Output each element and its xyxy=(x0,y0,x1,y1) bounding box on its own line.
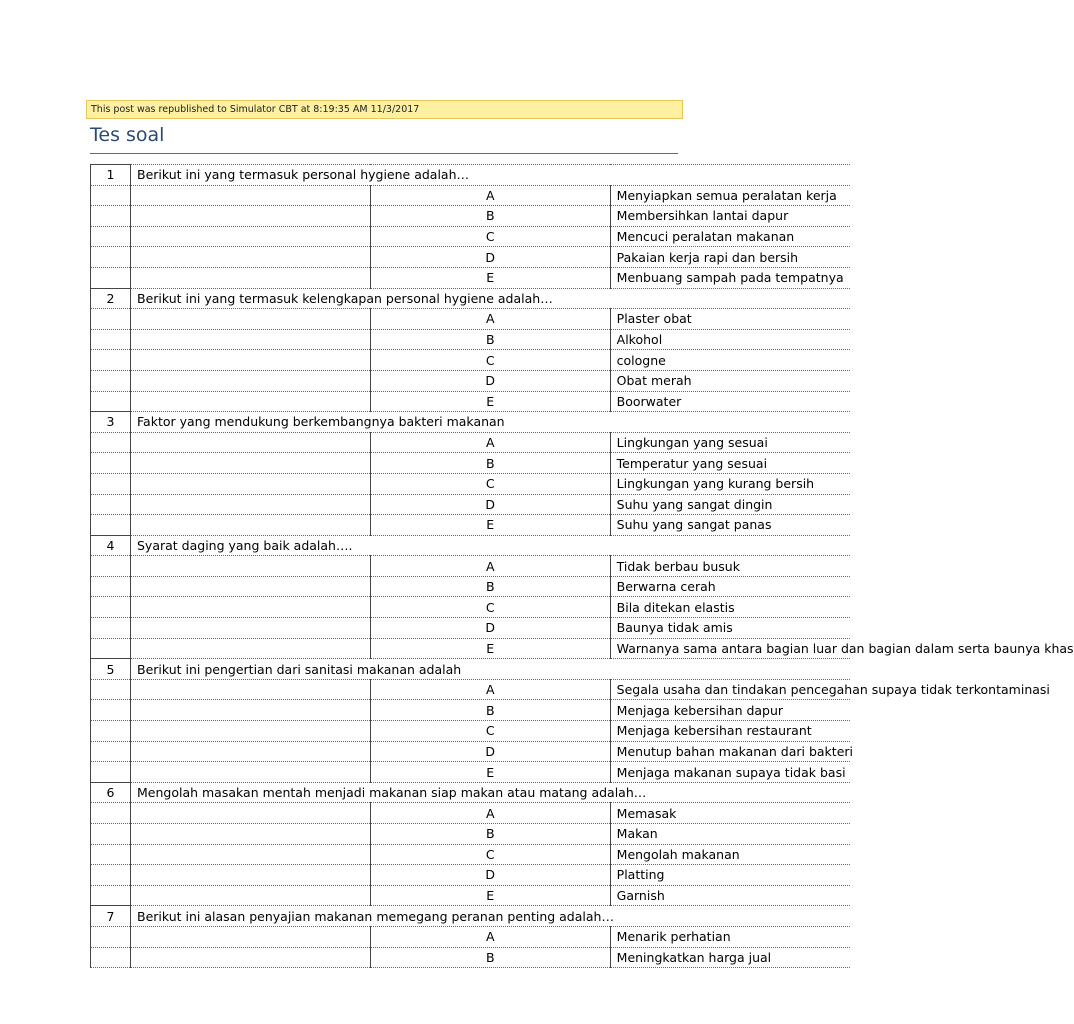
option-gap xyxy=(131,515,371,536)
option-gap xyxy=(131,803,371,824)
option-text: Menbuang sampah pada tempatnya xyxy=(610,267,850,288)
option-spacer xyxy=(91,370,131,391)
option-spacer xyxy=(91,844,131,865)
option-spacer xyxy=(91,824,131,845)
question-row xyxy=(91,906,851,927)
option-row xyxy=(91,432,851,453)
question-row xyxy=(91,659,851,680)
question-number: 3 xyxy=(91,412,131,433)
option-row xyxy=(91,679,851,700)
question-row xyxy=(91,412,851,433)
option-spacer xyxy=(91,473,131,494)
option-gap xyxy=(131,391,371,412)
option-letter: B xyxy=(370,824,610,845)
option-spacer xyxy=(91,267,131,288)
option-letter: B xyxy=(370,329,610,350)
option-letter: B xyxy=(370,206,610,227)
option-letter: C xyxy=(370,844,610,865)
option-letter: D xyxy=(370,494,610,515)
option-gap xyxy=(131,432,371,453)
option-row xyxy=(91,762,851,783)
option-row xyxy=(91,803,851,824)
option-letter: B xyxy=(370,576,610,597)
question-text: Mengolah masakan mentah menjadi makanan siap makan atau matang adalah… xyxy=(131,782,851,803)
option-spacer xyxy=(91,721,131,742)
option-row xyxy=(91,618,851,639)
option-gap xyxy=(131,247,371,268)
option-text: Alkohol xyxy=(610,329,850,350)
option-text: Bila ditekan elastis xyxy=(610,597,850,618)
option-gap xyxy=(131,947,371,968)
option-letter: C xyxy=(370,473,610,494)
option-spacer xyxy=(91,329,131,350)
option-text: Menjaga makanan supaya tidak basi xyxy=(610,762,850,783)
option-gap xyxy=(131,638,371,659)
option-gap xyxy=(131,473,371,494)
option-gap xyxy=(131,597,371,618)
option-gap xyxy=(131,453,371,474)
question-number: 6 xyxy=(91,782,131,803)
option-text: Berwarna cerah xyxy=(610,576,850,597)
option-spacer xyxy=(91,576,131,597)
question-text: Syarat daging yang baik adalah…. xyxy=(131,535,851,556)
option-gap xyxy=(131,844,371,865)
option-gap xyxy=(131,494,371,515)
question-row xyxy=(91,165,851,186)
option-spacer xyxy=(91,453,131,474)
option-spacer xyxy=(91,309,131,330)
option-gap xyxy=(131,741,371,762)
option-spacer xyxy=(91,247,131,268)
option-letter: D xyxy=(370,247,610,268)
quiz-table xyxy=(90,164,1074,968)
question-text: Faktor yang mendukung berkembangnya bakteri makanan xyxy=(131,412,851,433)
option-row xyxy=(91,721,851,742)
option-row xyxy=(91,247,851,268)
option-spacer xyxy=(91,226,131,247)
option-row xyxy=(91,453,851,474)
option-text: Tidak berbau busuk xyxy=(610,556,850,577)
question-number: 1 xyxy=(91,165,131,186)
option-text: Segala usaha dan tindakan pencegahan supaya tidak terkontaminasi xyxy=(610,679,850,700)
option-row xyxy=(91,494,851,515)
option-letter: B xyxy=(370,700,610,721)
option-gap xyxy=(131,885,371,906)
option-row xyxy=(91,267,851,288)
option-letter: A xyxy=(370,926,610,947)
option-text: Menjaga kebersihan dapur xyxy=(610,700,850,721)
option-text: Mencuci peralatan makanan xyxy=(610,226,850,247)
option-row xyxy=(91,309,851,330)
title-divider xyxy=(90,153,678,154)
option-letter: E xyxy=(370,762,610,783)
question-number: 5 xyxy=(91,659,131,680)
option-text: Platting xyxy=(610,865,850,886)
option-row xyxy=(91,206,851,227)
question-text: Berikut ini pengertian dari sanitasi makanan adalah xyxy=(131,659,851,680)
option-row xyxy=(91,556,851,577)
option-spacer xyxy=(91,185,131,206)
option-spacer xyxy=(91,700,131,721)
question-text: Berikut ini yang termasuk kelengkapan personal hygiene adalah… xyxy=(131,288,851,309)
option-gap xyxy=(131,556,371,577)
option-spacer xyxy=(91,679,131,700)
option-letter: C xyxy=(370,721,610,742)
option-text: Memasak xyxy=(610,803,850,824)
option-row xyxy=(91,185,851,206)
option-text: Obat merah xyxy=(610,370,850,391)
option-spacer xyxy=(91,515,131,536)
option-row xyxy=(91,844,851,865)
option-letter: C xyxy=(370,226,610,247)
option-letter: D xyxy=(370,865,610,886)
question-row xyxy=(91,535,851,556)
option-letter: A xyxy=(370,803,610,824)
option-text: Plaster obat xyxy=(610,309,850,330)
option-gap xyxy=(131,700,371,721)
option-gap xyxy=(131,309,371,330)
option-gap xyxy=(131,618,371,639)
option-row xyxy=(91,473,851,494)
option-spacer xyxy=(91,803,131,824)
option-spacer xyxy=(91,494,131,515)
option-gap xyxy=(131,721,371,742)
page-title: Tes soal xyxy=(90,124,165,146)
option-spacer xyxy=(91,618,131,639)
option-gap xyxy=(131,576,371,597)
option-row xyxy=(91,370,851,391)
option-row xyxy=(91,947,851,968)
option-spacer xyxy=(91,556,131,577)
option-letter: D xyxy=(370,618,610,639)
option-spacer xyxy=(91,350,131,371)
option-letter: D xyxy=(370,741,610,762)
option-text: Pakaian kerja rapi dan bersih xyxy=(610,247,850,268)
option-letter: A xyxy=(370,556,610,577)
option-gap xyxy=(131,865,371,886)
option-letter: C xyxy=(370,350,610,371)
option-text: Menarik perhatian xyxy=(610,926,850,947)
option-row xyxy=(91,350,851,371)
option-gap xyxy=(131,226,371,247)
option-row xyxy=(91,391,851,412)
option-text: Garnish xyxy=(610,885,850,906)
option-text: Warnanya sama antara bagian luar dan bagian dalam serta baunya khas xyxy=(610,638,850,659)
option-letter: A xyxy=(370,309,610,330)
option-letter: A xyxy=(370,679,610,700)
option-spacer xyxy=(91,762,131,783)
option-gap xyxy=(131,762,371,783)
question-text: Berikut ini yang termasuk personal hygiene adalah… xyxy=(131,165,851,186)
question-row xyxy=(91,782,851,803)
option-text: Menyiapkan semua peralatan kerja xyxy=(610,185,850,206)
quiz-table-body xyxy=(91,165,1074,968)
option-letter: E xyxy=(370,267,610,288)
option-text: Meningkatkan harga jual xyxy=(610,947,850,968)
option-spacer xyxy=(91,432,131,453)
option-letter: A xyxy=(370,185,610,206)
option-gap xyxy=(131,679,371,700)
option-gap xyxy=(131,206,371,227)
option-text: Suhu yang sangat panas xyxy=(610,515,850,536)
option-row xyxy=(91,576,851,597)
option-letter: A xyxy=(370,432,610,453)
option-spacer xyxy=(91,206,131,227)
option-row xyxy=(91,865,851,886)
option-row xyxy=(91,638,851,659)
option-spacer xyxy=(91,391,131,412)
option-text: Boorwater xyxy=(610,391,850,412)
option-letter: B xyxy=(370,947,610,968)
option-text: Menutup bahan makanan dari bakteri xyxy=(610,741,850,762)
option-text: Temperatur yang sesuai xyxy=(610,453,850,474)
option-row xyxy=(91,885,851,906)
option-text: Lingkungan yang sesuai xyxy=(610,432,850,453)
option-row xyxy=(91,515,851,536)
option-spacer xyxy=(91,885,131,906)
option-spacer xyxy=(91,597,131,618)
option-gap xyxy=(131,329,371,350)
option-text: Baunya tidak amis xyxy=(610,618,850,639)
option-row xyxy=(91,329,851,350)
option-spacer xyxy=(91,638,131,659)
republish-notice: This post was republished to Simulator CBT at 8:19:35 AM 11/3/2017 xyxy=(86,100,683,119)
option-row xyxy=(91,926,851,947)
option-letter: E xyxy=(370,885,610,906)
option-row xyxy=(91,226,851,247)
question-number: 7 xyxy=(91,906,131,927)
option-row xyxy=(91,597,851,618)
option-text: Lingkungan yang kurang bersih xyxy=(610,473,850,494)
option-letter: B xyxy=(370,453,610,474)
option-gap xyxy=(131,926,371,947)
option-text: Suhu yang sangat dingin xyxy=(610,494,850,515)
option-spacer xyxy=(91,947,131,968)
option-text: cologne xyxy=(610,350,850,371)
question-number: 2 xyxy=(91,288,131,309)
option-letter: C xyxy=(370,597,610,618)
option-text: Membersihkan lantai dapur xyxy=(610,206,850,227)
question-text: Berikut ini alasan penyajian makanan memegang peranan penting adalah… xyxy=(131,906,851,927)
option-text: Makan xyxy=(610,824,850,845)
question-number: 4 xyxy=(91,535,131,556)
option-gap xyxy=(131,185,371,206)
option-spacer xyxy=(91,865,131,886)
option-text: Mengolah makanan xyxy=(610,844,850,865)
option-letter: E xyxy=(370,391,610,412)
option-spacer xyxy=(91,926,131,947)
option-gap xyxy=(131,267,371,288)
option-gap xyxy=(131,824,371,845)
option-spacer xyxy=(91,741,131,762)
option-gap xyxy=(131,370,371,391)
option-row xyxy=(91,700,851,721)
option-text: Menjaga kebersihan restaurant xyxy=(610,721,850,742)
option-row xyxy=(91,741,851,762)
option-row xyxy=(91,824,851,845)
option-letter: E xyxy=(370,638,610,659)
option-letter: E xyxy=(370,515,610,536)
question-row xyxy=(91,288,851,309)
option-letter: D xyxy=(370,370,610,391)
option-gap xyxy=(131,350,371,371)
